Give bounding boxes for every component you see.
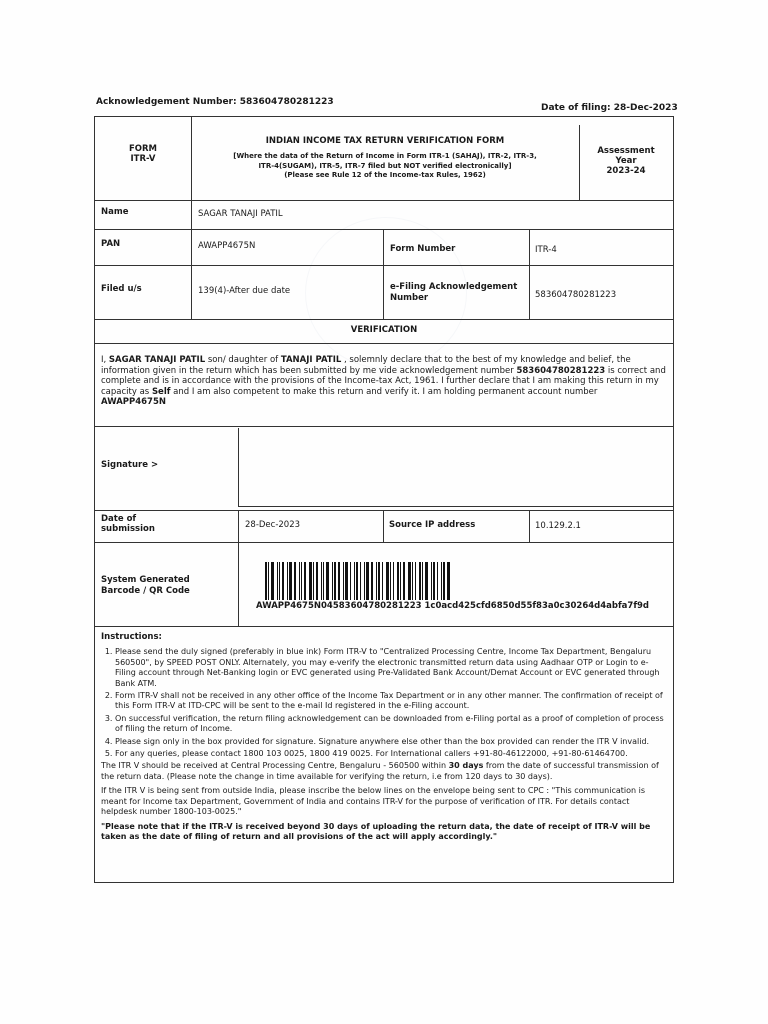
form-code-cell bbox=[95, 144, 191, 164]
form-label: FORM bbox=[128, 144, 158, 154]
dof-label: Date of filing: bbox=[541, 103, 611, 113]
efiling-ack-value: 583604780281223 bbox=[535, 290, 617, 300]
barcode-bar bbox=[360, 562, 361, 600]
barcode-image bbox=[265, 562, 453, 600]
acknowledgement-number bbox=[96, 97, 334, 107]
barcode-bar bbox=[422, 562, 423, 600]
barcode-bar bbox=[408, 562, 411, 600]
assessment-year-cell bbox=[579, 146, 673, 176]
barcode-label: System Generated Barcode / QR Code bbox=[101, 575, 190, 596]
barcode-bar bbox=[364, 562, 365, 600]
barcode-bar bbox=[443, 562, 445, 600]
barcode-bar bbox=[321, 562, 322, 600]
instructions-list bbox=[101, 647, 667, 759]
barcode-bar bbox=[366, 562, 369, 600]
barcode-bar bbox=[433, 562, 435, 600]
verification-part-2: son/ daughter of bbox=[205, 355, 281, 365]
capacity: Self bbox=[151, 386, 171, 397]
instruction-item: 3. On successful verification, the return filing acknowledgement can be downloaded from e-Filing portal as a proof of completion of process of filing the return of Income. bbox=[115, 714, 667, 735]
verification-part-3: , solemnly declare that to the best of my knowledge and belief, the information given in the return which has been submitted by me vide acknowledgement number bbox=[101, 355, 631, 376]
barcode-bar bbox=[332, 562, 333, 600]
barcode-bar bbox=[415, 562, 416, 600]
barcode-bar bbox=[271, 562, 274, 600]
barcode-bar bbox=[338, 562, 340, 600]
form-number-label: Form Number bbox=[390, 244, 456, 254]
barcode-text: AWAPP4675N04583604780281223 1c0acd425cfd6850d55f83a0c30264d4abfa7f9d bbox=[256, 601, 650, 611]
barcode-bar bbox=[313, 562, 314, 600]
verification-ack-number: 583604780281223 bbox=[516, 365, 606, 376]
barcode-bar bbox=[345, 562, 348, 600]
outside-india-paragraph: If the ITR V is being sent from outside India, please inscribe the below lines on the envelope being sent to CPC : "This communication is meant for Income tax Department, Government of India and contains ITR-V for the purpose of verification of ITR. For details contact helpdesk number 1800-103-0025." bbox=[101, 786, 646, 817]
barcode-bar bbox=[343, 562, 344, 600]
cpc-receipt-paragraph bbox=[101, 761, 667, 782]
signature-label: Signature > bbox=[101, 460, 159, 470]
barcode-bar bbox=[437, 562, 438, 600]
instruction-item: 2. Form ITR-V shall not be received in any other office of the Income Tax Department or in any other manner. The confirmation of receipt of this Form ITR-V at ITD-CPC will be sent to the e-mail Id registered in the e-Filing account. bbox=[115, 691, 667, 712]
verification-pan: AWAPP4675N bbox=[101, 397, 166, 407]
cpc-receipt-part-2: from the date of successful transmission of the return data. (Please note the change in time available for verifying the return, i.e from 120 days to 30 days). bbox=[101, 761, 659, 781]
barcode-bar bbox=[441, 562, 442, 600]
source-ip-label: Source IP address bbox=[389, 520, 476, 530]
barcode-bar bbox=[376, 562, 377, 600]
barcode-bar bbox=[268, 562, 269, 600]
important-note: "Please note that if the ITR-V is received beyond 30 days of uploading the return data, the date of receipt of ITR-V will be taken as the date of filing of return and all provisions of the act will apply accordingly." bbox=[101, 821, 651, 841]
barcode-bar bbox=[309, 562, 312, 600]
ack-value: 583604780281223 bbox=[239, 97, 334, 107]
barcode-bar bbox=[403, 562, 405, 600]
verification-part-5: and I am also competent to make this return and verify it. I am holding permanent account number bbox=[170, 386, 598, 397]
pan-value: AWAPP4675N bbox=[198, 241, 256, 251]
barcode-bar bbox=[282, 562, 284, 600]
barcode-bar bbox=[323, 562, 324, 600]
itr-v-form bbox=[94, 116, 674, 883]
verification-heading: VERIFICATION bbox=[350, 325, 418, 335]
ack-label: Acknowledgement Number: bbox=[96, 97, 237, 107]
source-ip-value: 10.129.2.1 bbox=[535, 521, 581, 531]
barcode-bar bbox=[378, 562, 380, 600]
barcode-bar bbox=[371, 562, 373, 600]
efiling-ack-label: e-Filing Acknowledgement Number bbox=[390, 282, 518, 303]
date-of-submission-value: 28-Dec-2023 bbox=[245, 520, 301, 530]
barcode-bar bbox=[301, 562, 302, 600]
form-title: INDIAN INCOME TAX RETURN VERIFICATION FORM bbox=[265, 136, 505, 146]
form-subtitle-3: (Please see Rule 12 of the Income-tax Rules, 1962) bbox=[284, 171, 486, 179]
barcode-bar bbox=[393, 562, 394, 600]
barcode-bar bbox=[397, 562, 399, 600]
barcode-bar bbox=[354, 562, 355, 600]
date-of-submission-label: Date of submission bbox=[101, 514, 155, 534]
barcode-bar bbox=[356, 562, 358, 600]
barcode-bar bbox=[299, 562, 300, 600]
barcode-bar bbox=[277, 562, 278, 600]
signature-box[interactable] bbox=[238, 428, 674, 507]
barcode-bar bbox=[287, 562, 288, 600]
barcode-bar bbox=[390, 562, 391, 600]
form-number-value: ITR-4 bbox=[535, 245, 557, 255]
verification-part-1: I, bbox=[101, 355, 109, 365]
instructions-heading: Instructions: bbox=[101, 632, 162, 642]
barcode-bar bbox=[279, 562, 280, 600]
verification-part-4: is correct and complete and is in accordance with the provisions of the Income-tax Act, 1961. I further declare that I am making this return in my capacity as bbox=[101, 365, 666, 397]
barcode-bar bbox=[304, 562, 306, 600]
filed-us-value: 139(4)-After due date bbox=[198, 286, 291, 296]
form-subtitle-1: [Where the data of the Return of Income in Form ITR-1 (SAHAJ), ITR-2, ITR-3, bbox=[233, 152, 537, 160]
barcode-bar bbox=[412, 562, 413, 600]
barcode-bar bbox=[386, 562, 389, 600]
barcode-bar bbox=[350, 562, 351, 600]
declarant-name: SAGAR TANAJI PATIL bbox=[108, 355, 206, 365]
pan-label: PAN bbox=[101, 239, 121, 249]
name-value: SAGAR TANAJI PATIL bbox=[198, 209, 283, 219]
instructions bbox=[101, 632, 667, 846]
dof-value: 28-Dec-2023 bbox=[613, 103, 678, 113]
verification-text bbox=[101, 355, 667, 408]
ay-label-2: Year bbox=[615, 156, 637, 166]
barcode-bar bbox=[382, 562, 383, 600]
cpc-receipt-days: 30 days bbox=[448, 761, 484, 771]
father-name: TANAJI PATIL bbox=[280, 355, 342, 365]
form-subtitle-2: ITR-4(SUGAM), ITR-5, ITR-7 filed but NOT verified electronically] bbox=[258, 161, 512, 170]
instruction-item: 5. For any queries, please contact 1800 103 0025, 1800 419 0025. For International callers +91-80-46122000, +91-80-61464700. bbox=[115, 749, 667, 759]
form-title-cell bbox=[195, 136, 575, 181]
barcode-bar bbox=[334, 562, 336, 600]
barcode-bar bbox=[425, 562, 428, 600]
barcode-bar bbox=[316, 562, 318, 600]
ay-value: 2023-24 bbox=[606, 166, 646, 176]
barcode-bar bbox=[265, 562, 267, 600]
barcode-bar bbox=[431, 562, 432, 600]
ay-label-1: Assessment bbox=[597, 146, 655, 156]
form-code: ITR-V bbox=[130, 154, 156, 164]
barcode-bar bbox=[294, 562, 296, 600]
barcode-bar bbox=[419, 562, 421, 600]
name-label: Name bbox=[101, 207, 129, 217]
date-of-filing bbox=[541, 103, 678, 113]
instruction-item: 4. Please sign only in the box provided for signature. Signature anywhere else other than the box provided can render the ITR V invalid. bbox=[115, 737, 667, 747]
instruction-item: 1. Please send the duly signed (preferably in blue ink) Form ITR-V to "Centralized Processing Centre, Income Tax Department, Bengaluru 560500", by SPEED POST ONLY. Alternately, you may e-verify the electronic transmitted return data using Aadhaar OTP or Login to e-Filing account through Net-Banking login or EVC generated using Pre-Validated Bank Account/Demat Account or EVC generated through Bank ATM. bbox=[115, 647, 667, 689]
filed-us-label: Filed u/s bbox=[101, 284, 142, 294]
barcode-bar bbox=[447, 562, 450, 600]
barcode-bar bbox=[289, 562, 292, 600]
cpc-receipt-part-1: The ITR V should be received at Central Processing Centre, Bengaluru - 560500 within bbox=[101, 761, 449, 771]
barcode-bar bbox=[400, 562, 401, 600]
barcode-bar bbox=[326, 562, 329, 600]
